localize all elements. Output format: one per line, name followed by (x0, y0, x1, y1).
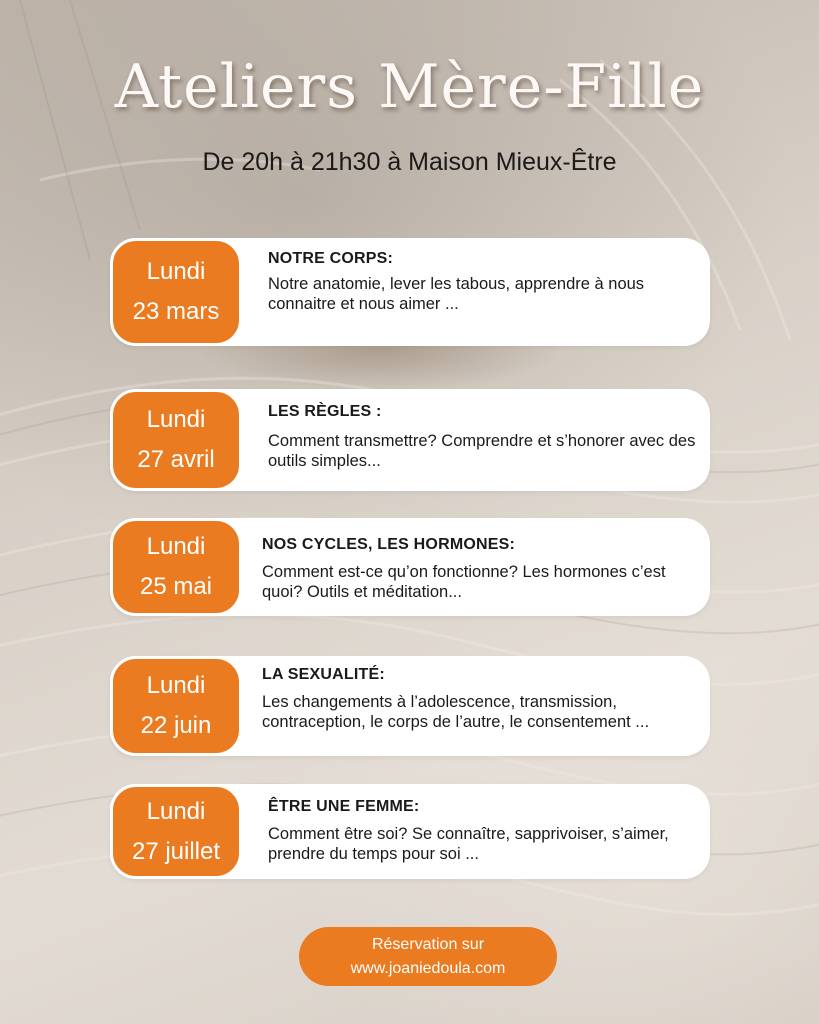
workshop-topic: ÊTRE UNE FEMME: (268, 798, 420, 815)
workshop-date-badge (110, 656, 242, 756)
workshop-card (110, 238, 710, 346)
workshop-day: Lundi (146, 406, 206, 433)
workshop-description: Comment transmettre? Comprendre et s’honorer avec des outils simples... (268, 432, 696, 470)
workshop-day: Lundi (146, 797, 206, 825)
workshop-description: Comment est-ce qu’on fonctionne? Les hormones c’est quoi? Outils et méditation... (262, 563, 666, 601)
workshop-description: Notre anatomie, lever les tabous, apprendre à nous connaitre et nous aimer ... (268, 275, 645, 313)
reservation-button[interactable] (299, 927, 557, 986)
workshop-topic: NOS CYCLES, LES HORMONES: (262, 536, 516, 553)
workshop-card (110, 784, 710, 879)
reservation-link[interactable]: www.joaniedoula.com (350, 959, 506, 977)
workshop-date-badge (110, 389, 242, 491)
workshop-description: Les changements à l’adolescence, transmission, contraception, le corps de l’autre, le consentement ... (262, 693, 650, 731)
workshop-date: 25 mai (139, 573, 213, 600)
workshop-description: Comment être soi? Se connaître, sapprivoiser, s’aimer, prendre du temps pour soi ... (268, 825, 669, 863)
workshop-date: 23 mars (132, 298, 220, 325)
page-title: Ateliers Mère-Fille (114, 52, 705, 122)
workshop-card (110, 389, 710, 491)
workshop-topic: LA SEXUALITÉ: (262, 666, 385, 683)
workshop-date: 27 avril (137, 446, 215, 473)
workshop-day: Lundi (146, 533, 206, 560)
page-subtitle: De 20h à 21h30 à Maison Mieux-Être (202, 148, 617, 176)
reservation-label: Réservation sur (371, 935, 485, 953)
workshop-date-badge (110, 784, 242, 879)
workshop-card (110, 656, 710, 756)
workshop-topic: LES RÈGLES : (268, 403, 382, 420)
workshop-day: Lundi (146, 258, 206, 285)
workshop-card (110, 518, 710, 616)
workshop-date-badge (110, 518, 242, 616)
workshop-day: Lundi (146, 672, 206, 699)
workshop-topic: NOTRE CORPS: (268, 250, 394, 267)
workshop-date: 27 juillet (131, 837, 221, 865)
workshop-date-badge (110, 238, 242, 346)
workshop-date: 22 juin (140, 712, 212, 739)
